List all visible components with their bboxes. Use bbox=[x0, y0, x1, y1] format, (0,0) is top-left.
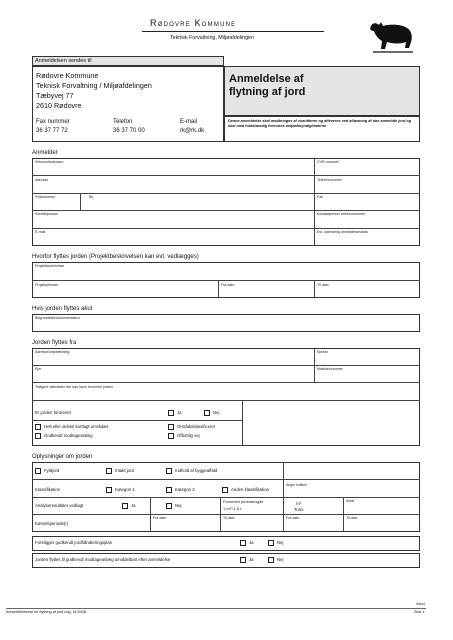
footer-page-number: Side 1 bbox=[414, 610, 425, 614]
phone-label: Telefon bbox=[113, 119, 133, 125]
form-title-line-2: flytning af jord bbox=[229, 86, 306, 98]
sender-address-line-3: Tæbyvej 77 bbox=[36, 91, 74, 100]
projektbeskrivelse-field[interactable]: Projektbeskrivelse bbox=[35, 264, 65, 268]
ejer-field[interactable]: Ejer bbox=[35, 367, 42, 371]
korsel-til-dato-2-field[interactable]: Til dato bbox=[346, 516, 358, 520]
oprindelig-dato-field[interactable]: Evt. oprindelig anmeldelsesdato bbox=[317, 230, 368, 234]
fra-row-line-1 bbox=[32, 365, 420, 366]
korselsperiode-label: Kørselsperiode(r) bbox=[35, 521, 69, 526]
by-field[interactable]: By bbox=[89, 195, 94, 199]
sender-address-line-4: 2610 Rødovre bbox=[36, 101, 82, 110]
form-title-line-1: Anmeldelse af bbox=[229, 73, 304, 85]
sender-address-line-2: Teknisk Forvaltning / Miljøafdelingen bbox=[36, 81, 152, 90]
bull-logo-icon bbox=[367, 14, 417, 54]
anmelder-row-line-2 bbox=[32, 193, 420, 194]
opl-col-line-3 bbox=[283, 497, 284, 532]
cvr-field[interactable]: CVR-nummer bbox=[317, 160, 339, 164]
fax-label: Fax nummer bbox=[36, 119, 70, 125]
phone-value: 36 37 70 00 bbox=[113, 128, 145, 134]
footer-rule bbox=[6, 608, 426, 609]
akut-heading: Hvis jorden flyttes akut bbox=[32, 306, 93, 312]
opl-col-line-4 bbox=[343, 497, 344, 532]
omraadeklassificeret-checkbox[interactable] bbox=[168, 424, 174, 430]
matrikel-field[interactable]: Matrikelnummer bbox=[317, 367, 343, 371]
oplysninger-heading: Oplysninger om jorden bbox=[32, 454, 93, 460]
analyse-ja-label: Ja bbox=[131, 503, 136, 508]
title-note: Denne anmeldelse skal medbringes af chaufføren og afleveres ved aflæsning af den anmeldte jord og skal med fuldstændig forevises miljøafmyndighederne bbox=[228, 119, 412, 129]
fax-field[interactable]: Fax bbox=[317, 195, 323, 199]
kategori-1-checkbox[interactable] bbox=[106, 487, 112, 493]
modtage-ja-checkbox[interactable] bbox=[240, 557, 246, 563]
begrundelse-field[interactable]: Begrundelse/dokumentation bbox=[35, 316, 80, 320]
anmelder-row-line-1 bbox=[32, 175, 420, 176]
anmelder-col-line bbox=[314, 158, 315, 246]
fra-heading: Jorden flyttes fra bbox=[32, 340, 77, 346]
m3-unit: m³ bbox=[296, 501, 302, 506]
klassifikation-label: Klassifikation bbox=[35, 487, 61, 492]
intakt-jord-checkbox[interactable] bbox=[106, 468, 112, 474]
footer-form-id: Anmeldelsesma for flytning af jord udg. 01/2008 bbox=[6, 610, 87, 614]
sender-address-line-1: Rødovre Kommune bbox=[36, 71, 99, 80]
forurenet-ja-checkbox[interactable] bbox=[168, 410, 174, 416]
korsel-til-dato-1-field[interactable]: Til dato bbox=[223, 516, 235, 520]
offentlig-vej-checkbox[interactable] bbox=[168, 433, 174, 439]
analyse-nej-label: Nej bbox=[175, 503, 182, 508]
virksomhedsnavn-field[interactable]: Virksomhedsnavn bbox=[35, 160, 64, 164]
antal-field[interactable]: Antal bbox=[346, 499, 355, 503]
fax-value: 36 37 77 72 bbox=[36, 128, 68, 134]
plan-ja-checkbox[interactable] bbox=[240, 540, 246, 546]
forurenet-nej-checkbox[interactable] bbox=[204, 410, 210, 416]
email-field[interactable]: E-mail bbox=[35, 230, 46, 234]
plan-ja-label: Ja bbox=[249, 540, 254, 545]
analyseresultater-label: Analyseresultater vedlagt bbox=[35, 503, 84, 508]
korsel-fra-dato-1-field[interactable]: Fra dato bbox=[153, 516, 167, 520]
fra-adresse-field[interactable]: Adresse/vejstrækning bbox=[35, 350, 70, 354]
anmelder-row-line-3 bbox=[32, 210, 420, 211]
telefon-field[interactable]: Telefonnummer bbox=[317, 178, 342, 182]
anden-klassifikation-checkbox[interactable] bbox=[222, 487, 228, 493]
kortlagt-label: Helt eller delvist kortlagt områdæt bbox=[44, 424, 109, 429]
byggeaffald-label: Indhold af byggeaffald bbox=[175, 468, 218, 473]
opl-row-line-1 bbox=[32, 479, 420, 480]
fra-row-line-3 bbox=[32, 400, 420, 401]
analyse-nej-checkbox[interactable] bbox=[166, 503, 172, 509]
forurenet-nej-label: Nej bbox=[213, 410, 220, 415]
opl-row-line-2 bbox=[32, 497, 420, 498]
footer-vend: Vend bbox=[416, 602, 425, 606]
hvorfor-col-line-1 bbox=[218, 280, 219, 298]
department-name: Teknisk Forvaltning, Miljøafdelingen bbox=[170, 35, 254, 41]
opl-row-line-3 bbox=[32, 514, 420, 515]
omraadeklassificeret-label: Områdeklassificeret bbox=[177, 424, 215, 429]
tons-unit: Tons bbox=[294, 507, 304, 512]
header-rule bbox=[142, 31, 324, 32]
opl-angiv-line bbox=[283, 462, 284, 497]
opl-col-line-2 bbox=[220, 497, 221, 532]
tidligere-aktiviteter-field[interactable]: Tidligere aktiviteter der kan have forurenet jorden bbox=[35, 385, 114, 389]
modtageanlaeg-checkbox[interactable] bbox=[35, 433, 41, 439]
fyldjord-checkbox[interactable] bbox=[35, 468, 41, 474]
projektperiode-field[interactable]: Projektperiode bbox=[35, 283, 59, 287]
postnummer-field[interactable]: Postnummer bbox=[35, 195, 56, 199]
forurenet-ja-label: Ja bbox=[177, 410, 182, 415]
modtage-ja-label: Ja bbox=[249, 557, 254, 562]
kategori-2-checkbox[interactable] bbox=[166, 487, 172, 493]
fra-option-col-line bbox=[242, 400, 243, 446]
ejerlav-field[interactable]: Ejerlav bbox=[317, 350, 328, 354]
fra-col-line bbox=[314, 348, 315, 382]
email-label: E-mail bbox=[180, 119, 198, 125]
forventet-jordmaengde-label: Forventet jordmængde bbox=[223, 499, 264, 504]
hvorfor-heading: Hvorfor flyttes jorden (Projektbeskrivelsen kan evt. vedlægges) bbox=[32, 254, 199, 260]
kontaktperson-telefon-field[interactable]: Kontaktperson telefonnummer bbox=[317, 212, 366, 216]
akut-box bbox=[32, 314, 420, 332]
anden-klassifikation-label: Anden klassifikation bbox=[231, 487, 269, 492]
anmelder-postnr-line bbox=[80, 193, 81, 210]
conversion-label: 1 m³=1,8 t bbox=[223, 506, 242, 511]
offentlig-vej-label: Offentlig vej bbox=[177, 433, 200, 438]
modtageanlaeg-label: Godkendt modtageanlæg bbox=[44, 433, 93, 438]
anmelder-heading: Anmelder bbox=[32, 150, 58, 156]
hvorfor-row-line bbox=[32, 280, 420, 281]
fra-option-line bbox=[32, 420, 242, 421]
anmelder-row-line-4 bbox=[32, 228, 420, 229]
projekt-til-dato-field[interactable]: Til dato bbox=[317, 283, 329, 287]
adresse-field[interactable]: Adresse bbox=[35, 178, 49, 182]
jordhaandteringsplan-question: Foreligger godkendt jordhåndteringsplan bbox=[35, 540, 113, 545]
modtageanlaeg-question: Jorden flyttes til godkendt modtageanlæg umiddelbart efter anmeldelse bbox=[35, 557, 171, 562]
byggeaffald-checkbox[interactable] bbox=[166, 468, 172, 474]
plan-nej-label: Nej bbox=[277, 540, 284, 545]
modtage-nej-label: Nej bbox=[277, 557, 284, 562]
modtage-nej-checkbox[interactable] bbox=[268, 557, 274, 563]
intakt-jord-label: Intakt jord bbox=[115, 468, 134, 473]
fyldjord-label: Fyldjord bbox=[44, 468, 60, 473]
korsel-fra-dato-2-field[interactable]: Fra dato bbox=[286, 516, 300, 520]
plan-nej-checkbox[interactable] bbox=[268, 540, 274, 546]
angiv-hvilken-field[interactable]: Angiv hvilken bbox=[286, 483, 308, 487]
kontaktperson-field[interactable]: Kontaktperson bbox=[35, 212, 59, 216]
opl-col-line-1 bbox=[150, 497, 151, 532]
kategori-2-label: Kategori 2 bbox=[175, 487, 195, 492]
analyse-ja-checkbox[interactable] bbox=[122, 503, 128, 509]
fra-box bbox=[32, 348, 420, 446]
kortlagt-checkbox[interactable] bbox=[35, 424, 41, 430]
hvorfor-col-line-2 bbox=[314, 280, 315, 298]
projekt-fra-dato-field[interactable]: Fra dato bbox=[221, 283, 235, 287]
fra-row-line-2 bbox=[32, 382, 420, 383]
municipality-name: Rødovre Kommune bbox=[150, 18, 237, 28]
email-value: rk@rk.dk bbox=[180, 128, 205, 134]
sender-box-label: Anmeldelsen sendes til bbox=[35, 57, 92, 64]
kategori-1-label: Kategori 1 bbox=[115, 487, 135, 492]
forurenet-question: Er jorden forurenet bbox=[35, 410, 71, 415]
